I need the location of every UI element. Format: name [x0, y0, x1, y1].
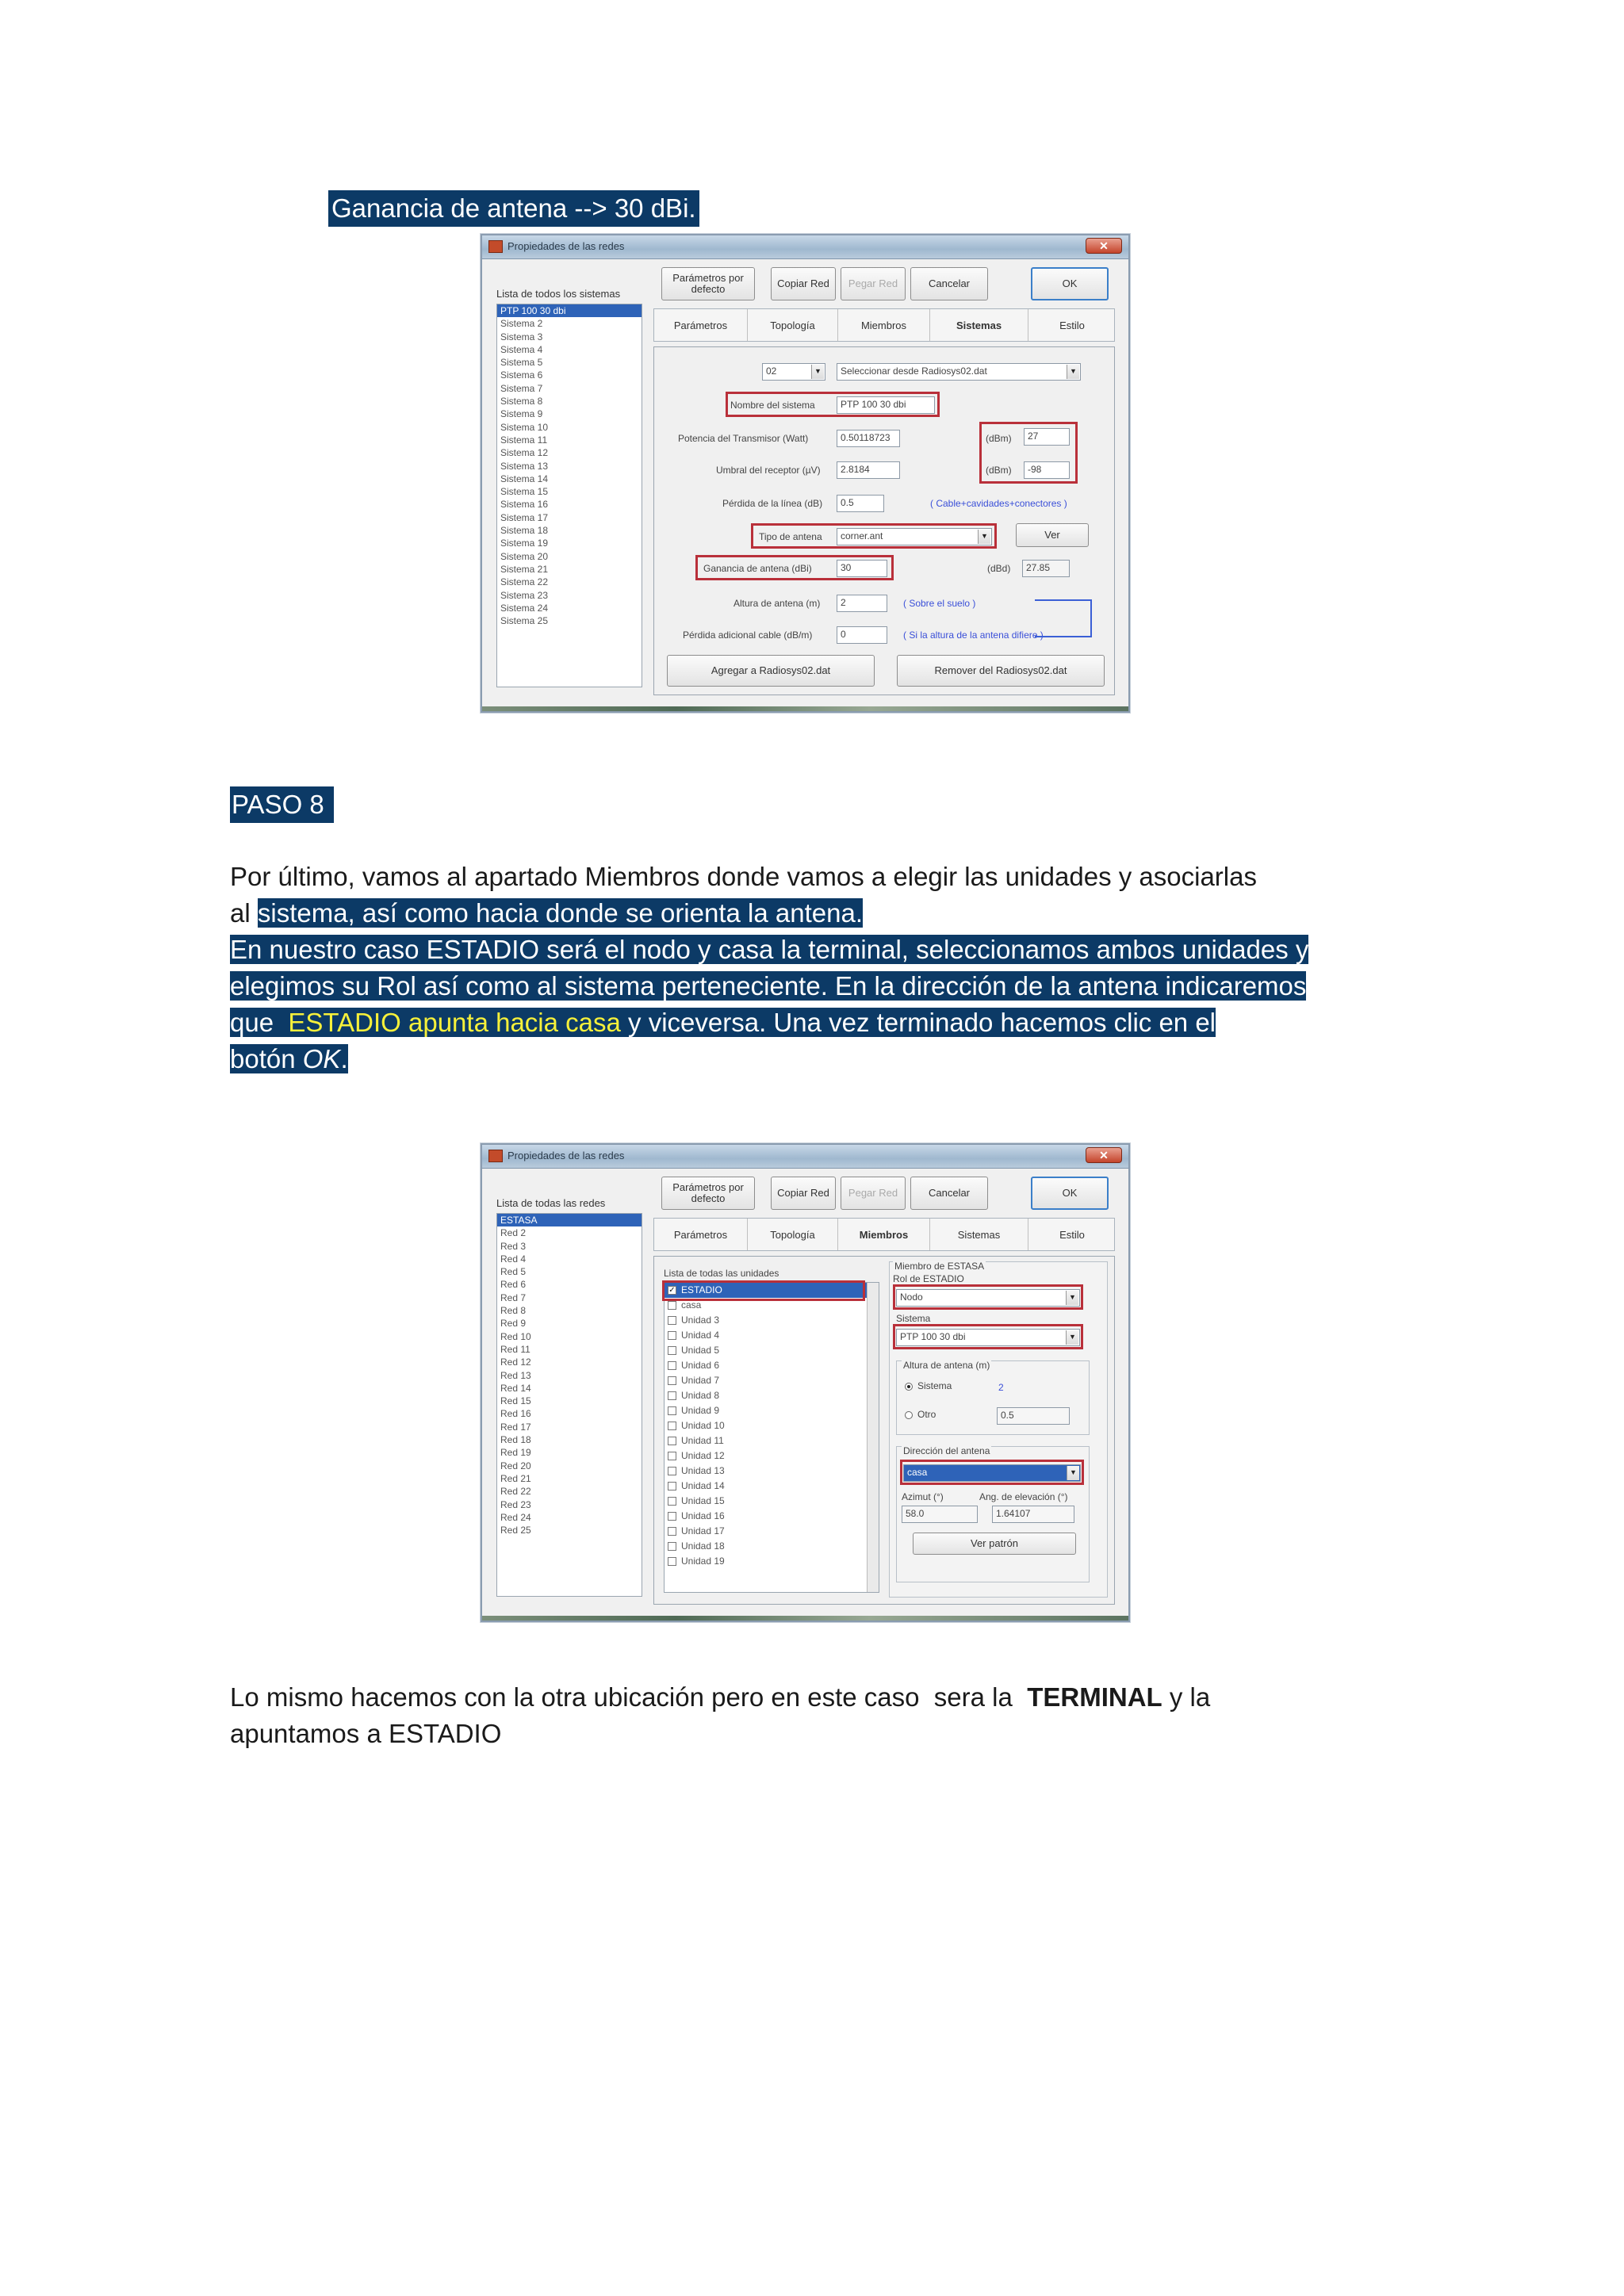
list-item[interactable]: Sistema 23 — [500, 589, 549, 601]
line-loss-label: Pérdida de la línea (dB) — [722, 498, 823, 509]
units-list[interactable] — [664, 1282, 879, 1593]
closing-line-2: apuntamos a ESTADIO — [230, 1719, 502, 1748]
view-pattern-button[interactable]: Ver patrón — [913, 1533, 1076, 1555]
close-button[interactable]: ✕ — [1086, 238, 1122, 254]
unit-row[interactable] — [665, 1388, 879, 1403]
extra-loss-hint: ( Si la altura de la antena difiere ) — [903, 629, 1044, 641]
antenna-name-field[interactable]: PTP 100 30 dbi — [837, 396, 935, 414]
unit-row[interactable] — [665, 1554, 879, 1569]
list-item[interactable]: Sistema 10 — [500, 421, 549, 433]
antenna-name-label: Nombre del sistema — [730, 400, 815, 411]
checkbox-icon[interactable] — [668, 1391, 676, 1400]
unit-row[interactable] — [665, 1358, 879, 1373]
checkbox-icon[interactable] — [668, 1542, 676, 1551]
elevation-field: 1.64107 — [992, 1506, 1074, 1523]
paste-network-button[interactable]: Pegar Red — [841, 267, 906, 300]
checkbox-checked-icon[interactable]: ✓ — [668, 1286, 676, 1295]
list-item[interactable]: Red 21 — [500, 1472, 531, 1484]
line-loss-field[interactable]: 0.5 — [837, 495, 884, 512]
select-from-file-combo[interactable] — [837, 363, 1081, 381]
unit-row[interactable] — [665, 1328, 879, 1343]
title-bar — [482, 235, 1128, 259]
paragraph-line-5-start: que — [230, 1008, 289, 1037]
highlight-antenna-gain — [695, 555, 894, 580]
highlight-dbm-values — [979, 422, 1078, 484]
systems-panel — [653, 346, 1115, 695]
unit-label: Unidad 6 — [681, 1360, 720, 1371]
list-item[interactable]: Sistema 7 — [500, 382, 543, 394]
list-item[interactable]: Sistema 20 — [500, 550, 549, 562]
unit-label: Unidad 4 — [681, 1330, 720, 1341]
other-height-field[interactable]: 0.5 — [997, 1407, 1070, 1425]
list-item[interactable]: Sistema 15 — [500, 486, 549, 498]
list-item[interactable]: Red 8 — [500, 1305, 527, 1317]
paragraph-line-6-italic: OK — [302, 1044, 341, 1073]
unit-label: Unidad 13 — [681, 1465, 725, 1476]
list-item[interactable]: Red 16 — [500, 1408, 531, 1420]
paragraph-line-5-yellow: ESTADIO apunta hacia casa — [288, 1008, 621, 1037]
unit-row[interactable] — [665, 1313, 879, 1328]
networks-list-label: Lista de todas las redes — [496, 1197, 606, 1209]
list-item[interactable]: Red 18 — [500, 1434, 531, 1446]
checkbox-icon[interactable] — [668, 1361, 676, 1370]
cancel-button[interactable]: Cancelar — [910, 267, 988, 300]
unit-label: Unidad 5 — [681, 1345, 720, 1356]
list-item[interactable]: ESTASA — [497, 1214, 642, 1226]
paragraph-line-2-highlight: sistema, así como hacia donde se orienta la antena. — [257, 898, 863, 928]
list-item[interactable]: Sistema 13 — [500, 460, 549, 472]
unit-row[interactable] — [665, 1494, 879, 1509]
copy-network-button[interactable]: Copiar Red — [771, 1177, 836, 1210]
list-item[interactable]: PTP 100 30 dbi — [497, 304, 642, 317]
rx-dbm-field[interactable]: -98 — [1024, 461, 1070, 479]
systems-list[interactable] — [496, 304, 642, 687]
list-item[interactable]: Red 3 — [500, 1240, 527, 1252]
tab-parametros[interactable]: Parámetros — [654, 309, 748, 341]
unit-label: Unidad 16 — [681, 1510, 725, 1521]
list-item[interactable]: Sistema 4 — [500, 343, 543, 355]
chevron-down-icon: ▼ — [978, 530, 990, 544]
highlight-direction — [900, 1460, 1084, 1485]
antenna-height-group-label: Altura de antena (m) — [903, 1360, 990, 1371]
closing-line-1-end: y la — [1162, 1682, 1211, 1712]
system-label: Sistema — [896, 1313, 931, 1324]
azimuth-label: Azimut (°) — [902, 1491, 944, 1502]
unit-label: Unidad 12 — [681, 1450, 725, 1461]
unit-label: casa — [681, 1299, 702, 1311]
dbd-label: (dBd) — [987, 563, 1011, 574]
checkbox-icon[interactable] — [668, 1482, 676, 1490]
tab-topologia[interactable]: Topología — [748, 1219, 838, 1250]
dialog-network-properties-systems — [481, 234, 1130, 713]
checkbox-icon[interactable] — [668, 1467, 676, 1475]
list-item[interactable]: Sistema 11 — [500, 434, 548, 446]
antenna-type-label: Tipo de antena — [759, 531, 822, 542]
azimuth-field: 58.0 — [902, 1506, 978, 1523]
units-list-label: Lista de todas las unidades — [664, 1268, 779, 1279]
unit-label: Unidad 17 — [681, 1525, 725, 1536]
unit-row[interactable] — [665, 1373, 879, 1388]
unit-label: Unidad 19 — [681, 1556, 725, 1567]
chevron-down-icon: ▼ — [1066, 1291, 1078, 1305]
list-item[interactable]: Red 25 — [500, 1525, 531, 1536]
member-group — [889, 1261, 1108, 1598]
paragraph-line-4-text: elegimos su Rol así como al sistema perteneciente. En la dirección de la antena indicaremos — [230, 971, 1307, 1001]
list-item[interactable]: Red 12 — [500, 1357, 531, 1368]
unit-row[interactable] — [665, 1448, 879, 1464]
rx-dbm-label: (dBm) — [986, 465, 1012, 476]
tab-sistemas[interactable]: Sistemas — [930, 309, 1028, 341]
window-bottom-edge — [482, 1616, 1128, 1621]
paragraph-line-4 — [230, 968, 1308, 1004]
paragraph-line-6-start: botón — [230, 1044, 303, 1073]
rx-threshold-field[interactable]: 2.8184 — [837, 461, 900, 479]
list-item[interactable]: Sistema 3 — [500, 331, 543, 342]
radio-system-label: Sistema — [917, 1380, 952, 1391]
unit-label: Unidad 11 — [681, 1435, 724, 1446]
radio-system[interactable] — [905, 1380, 952, 1391]
list-item[interactable]: Red 22 — [500, 1486, 531, 1498]
list-item[interactable]: Sistema 14 — [500, 473, 549, 484]
tab-bar — [653, 308, 1115, 342]
tab-topologia[interactable]: Topología — [748, 309, 838, 341]
select-from-value: Seleccionar desde Radiosys02.dat — [841, 365, 987, 377]
list-item[interactable]: Sistema 25 — [500, 615, 549, 627]
unit-label: Unidad 14 — [681, 1480, 725, 1491]
paragraph-line-6-end: . — [340, 1044, 348, 1073]
system-number-select[interactable] — [762, 363, 825, 381]
unit-label: Unidad 9 — [681, 1405, 720, 1416]
chevron-down-icon: ▼ — [811, 365, 824, 379]
tx-dbm-field[interactable]: 27 — [1024, 428, 1070, 446]
antenna-direction-group — [896, 1446, 1090, 1582]
checkbox-icon[interactable] — [668, 1512, 676, 1521]
networks-list[interactable] — [496, 1213, 642, 1597]
paragraph-line-2-plain: al — [230, 898, 258, 928]
list-item[interactable]: Sistema 17 — [500, 511, 549, 523]
bracket-line — [1035, 599, 1092, 637]
tx-dbm-label: (dBm) — [986, 433, 1012, 444]
antenna-height-label: Altura de antena (m) — [733, 598, 821, 609]
unit-label: Unidad 8 — [681, 1390, 720, 1401]
remove-from-radiosys-button[interactable]: Remover del Radiosys02.dat — [897, 655, 1105, 687]
tab-miembros[interactable]: Miembros — [838, 309, 930, 341]
list-item[interactable]: Red 24 — [500, 1511, 531, 1523]
radio-other-label: Otro — [917, 1409, 936, 1420]
rx-threshold-label: Umbral del receptor (µV) — [716, 465, 821, 476]
app-icon — [488, 1150, 503, 1162]
paste-network-button[interactable]: Pegar Red — [841, 1177, 906, 1210]
tx-power-label: Potencia del Transmisor (Watt) — [678, 433, 809, 444]
unit-row[interactable] — [665, 1509, 879, 1524]
system-number-value: 02 — [766, 365, 777, 377]
closing-line-1 — [230, 1679, 1210, 1716]
closing-line-1-start: Lo mismo hacemos con la otra ubicación pero en este caso sera la — [230, 1682, 1028, 1712]
title-bar — [482, 1145, 1128, 1169]
add-to-radiosys-button[interactable]: Agregar a Radiosys02.dat — [667, 655, 875, 687]
tx-power-field[interactable]: 0.50118723 — [837, 430, 900, 447]
app-icon — [488, 240, 503, 253]
antenna-type-value: corner.ant — [841, 530, 883, 541]
line-loss-hint: ( Cable+cavidades+conectores ) — [930, 498, 1067, 509]
closing-line-1-bold: TERMINAL — [1027, 1682, 1162, 1712]
unit-row[interactable] — [665, 1403, 879, 1418]
members-panel — [653, 1256, 1115, 1605]
chevron-down-icon: ▼ — [1066, 1330, 1078, 1345]
checkbox-icon[interactable] — [668, 1497, 676, 1506]
checkbox-icon[interactable] — [668, 1406, 676, 1415]
paragraph-line-6 — [230, 1041, 1308, 1077]
list-item[interactable]: Red 9 — [500, 1318, 527, 1330]
antenna-gain-field[interactable]: 30 — [837, 560, 887, 577]
unit-row[interactable] — [665, 1343, 879, 1358]
radio-unchecked-icon — [905, 1411, 913, 1419]
tab-bar — [653, 1218, 1115, 1251]
unit-row[interactable] — [665, 1524, 879, 1539]
radio-checked-icon — [905, 1383, 913, 1391]
unit-row[interactable] — [665, 1418, 879, 1433]
antenna-gain-label: Ganancia de antena (dBi) — [703, 563, 812, 574]
extra-loss-label: Pérdida adicional cable (dB/m) — [683, 629, 813, 641]
extra-loss-field[interactable]: 0 — [837, 626, 887, 644]
list-item[interactable]: Red 2 — [500, 1227, 527, 1239]
close-button[interactable]: ✕ — [1086, 1147, 1122, 1163]
list-item[interactable]: Sistema 9 — [500, 408, 543, 420]
unit-row[interactable] — [665, 1464, 879, 1479]
list-item[interactable]: Sistema 2 — [500, 318, 543, 330]
ok-button[interactable]: OK — [1031, 1177, 1109, 1210]
checkbox-icon[interactable] — [668, 1376, 676, 1385]
list-item[interactable]: Red 14 — [500, 1382, 531, 1394]
list-item[interactable]: Red 5 — [500, 1266, 527, 1278]
checkbox-icon[interactable] — [668, 1437, 676, 1445]
instructions-paragraph — [230, 859, 1308, 1077]
radio-other[interactable] — [905, 1409, 936, 1420]
list-item[interactable]: Red 17 — [500, 1421, 531, 1433]
copy-network-button[interactable]: Copiar Red — [771, 267, 836, 300]
list-item[interactable]: Sistema 19 — [500, 538, 549, 549]
system-value: PTP 100 30 dbi — [900, 1331, 966, 1342]
systems-list-label: Lista de todos los sistemas — [496, 288, 621, 300]
list-item[interactable]: Red 20 — [500, 1460, 531, 1471]
list-item[interactable]: Sistema 16 — [500, 499, 549, 511]
radio-system-value: 2 — [998, 1382, 1004, 1393]
tab-sistemas[interactable]: Sistemas — [930, 1219, 1028, 1250]
list-item[interactable]: Red 10 — [500, 1330, 531, 1342]
list-item[interactable]: Red 13 — [500, 1369, 531, 1381]
checkbox-icon[interactable] — [668, 1527, 676, 1536]
highlight-selected-unit — [662, 1280, 865, 1301]
member-group-label: Miembro de ESTASA — [894, 1261, 985, 1272]
unit-row[interactable] — [665, 1539, 879, 1554]
list-item[interactable]: Sistema 8 — [500, 396, 543, 408]
unit-label: Unidad 7 — [681, 1375, 720, 1386]
antenna-height-hint: ( Sobre el suelo ) — [903, 598, 976, 609]
paragraph-line-2 — [230, 895, 1308, 932]
list-item[interactable]: Red 23 — [500, 1498, 531, 1510]
default-params-button[interactable]: Parámetros por defecto — [661, 1177, 755, 1210]
checkbox-icon[interactable] — [668, 1301, 676, 1310]
list-item[interactable]: Sistema 24 — [500, 602, 549, 614]
highlight-antenna-name — [726, 392, 940, 417]
checkbox-icon[interactable] — [668, 1331, 676, 1340]
unit-row[interactable] — [665, 1479, 879, 1494]
paragraph-line-5-end: y viceversa. Una vez terminado hacemos clic en el — [620, 1008, 1216, 1037]
cancel-button[interactable]: Cancelar — [910, 1177, 988, 1210]
default-params-button[interactable]: Parámetros por defecto — [661, 267, 755, 300]
checkbox-icon[interactable] — [668, 1452, 676, 1460]
checkbox-icon[interactable] — [668, 1422, 676, 1430]
role-value: Nodo — [900, 1292, 923, 1303]
highlight-antenna-type — [751, 523, 997, 549]
ok-button[interactable]: OK — [1031, 267, 1109, 300]
direction-value: casa — [907, 1467, 928, 1478]
dbd-field: 27.85 — [1022, 560, 1070, 577]
list-item[interactable]: Sistema 12 — [500, 447, 549, 459]
step-label: PASO 8 — [230, 786, 334, 823]
role-label: Rol de ESTADIO — [893, 1273, 964, 1284]
list-item[interactable]: Red 4 — [500, 1253, 527, 1265]
units-scrollbar[interactable] — [867, 1283, 879, 1592]
tab-estilo[interactable]: Estilo — [1059, 1228, 1085, 1241]
unit-row[interactable] — [665, 1433, 879, 1448]
paragraph-line-5 — [230, 1004, 1308, 1041]
tab-miembros[interactable]: Miembros — [838, 1219, 930, 1250]
highlight-system — [893, 1324, 1083, 1349]
highlight-role — [893, 1284, 1083, 1310]
list-item[interactable]: Sistema 6 — [500, 369, 543, 381]
paragraph-line-1: Por último, vamos al apartado Miembros donde vamos a elegir las unidades y asociarlas — [230, 862, 1257, 891]
tab-estilo[interactable]: Estilo — [1059, 319, 1085, 331]
unit-label: Unidad 15 — [681, 1495, 725, 1506]
window-title: Propiedades de las redes — [508, 1150, 625, 1161]
dialog-network-properties-members — [481, 1143, 1130, 1622]
chevron-down-icon: ▼ — [1067, 365, 1079, 379]
checkbox-icon[interactable] — [668, 1557, 676, 1566]
list-item[interactable]: Sistema 22 — [500, 576, 549, 588]
list-item[interactable]: Red 15 — [500, 1395, 531, 1407]
unit-label: ESTADIO — [681, 1284, 722, 1295]
chevron-down-icon: ▼ — [1067, 1466, 1079, 1480]
antenna-direction-group-label: Dirección del antena — [903, 1445, 990, 1456]
unit-label: Unidad 3 — [681, 1314, 720, 1326]
list-item[interactable]: Red 6 — [500, 1279, 527, 1291]
window-title: Propiedades de las redes — [508, 240, 625, 252]
view-antenna-button[interactable]: Ver — [1016, 523, 1089, 547]
list-item[interactable]: Red 7 — [500, 1292, 527, 1303]
list-item[interactable]: Red 11 — [500, 1343, 530, 1355]
closing-paragraph — [230, 1679, 1210, 1752]
unit-label: Unidad 10 — [681, 1420, 725, 1431]
list-item[interactable]: Sistema 18 — [500, 525, 549, 537]
window-bottom-edge — [482, 706, 1128, 711]
antenna-height-group — [896, 1360, 1090, 1435]
paragraph-line-3 — [230, 932, 1308, 968]
list-item[interactable]: Sistema 5 — [500, 357, 543, 369]
tab-parametros[interactable]: Parámetros — [654, 1219, 748, 1250]
elevation-label: Ang. de elevación (°) — [979, 1491, 1068, 1502]
unit-label: Unidad 18 — [681, 1540, 725, 1552]
checkbox-icon[interactable] — [668, 1316, 676, 1325]
antenna-height-field[interactable]: 2 — [837, 595, 887, 612]
list-item[interactable]: Sistema 21 — [500, 563, 549, 575]
list-item[interactable]: Red 19 — [500, 1447, 531, 1459]
paragraph-line-3-text: En nuestro caso ESTADIO será el nodo y casa la terminal, seleccionamos ambos unidades y — [230, 935, 1309, 964]
caption-antenna-gain: Ganancia de antena --> 30 dBi. — [328, 190, 699, 227]
checkbox-icon[interactable] — [668, 1346, 676, 1355]
